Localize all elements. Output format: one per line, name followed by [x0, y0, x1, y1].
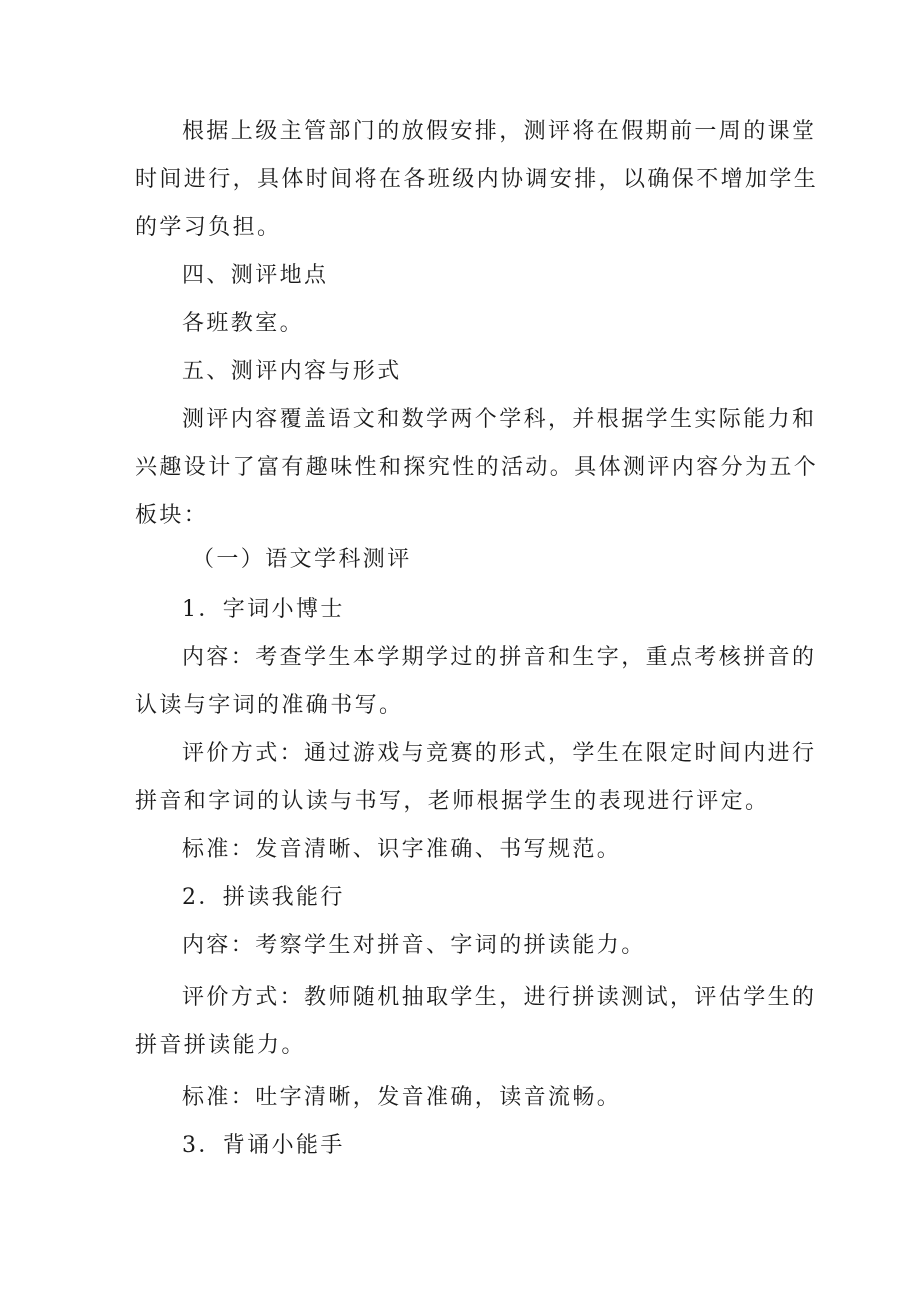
- section-heading-location: 四、测评地点: [182, 263, 329, 288]
- item-1-method-line-1: 评价方式：通过游戏与竞赛的形式，学生在限定时间内进行: [182, 741, 817, 766]
- item-2-method-line-1: 评价方式：教师随机抽取学生，进行拼读测试，评估学生的: [182, 985, 817, 1010]
- item-2-method-line-2: 拼音拼读能力。: [135, 1033, 306, 1058]
- subsection-heading-chinese: （一）语文学科测评: [192, 547, 412, 572]
- item-2-content: 内容：考察学生对拼音、字词的拼读能力。: [182, 933, 646, 958]
- item-1-content-line-2: 认读与字词的准确书写。: [135, 693, 404, 718]
- item-2-standard: 标准：吐字清晰，发音准确，读音流畅。: [182, 1085, 622, 1110]
- item-heading-2: 2．拼读我能行: [182, 885, 345, 910]
- paragraph-location: 各班教室。: [182, 311, 305, 336]
- paragraph-content-line-1: 测评内容覆盖语文和数学两个学科，并根据学生实际能力和: [182, 407, 817, 432]
- paragraph-schedule-line-1: 根据上级主管部门的放假安排，测评将在假期前一周的课堂: [182, 119, 817, 144]
- item-1-content-line-1: 内容：考查学生本学期学过的拼音和生字，重点考核拼音的: [182, 645, 817, 670]
- paragraph-schedule-line-2: 时间进行，具体时间将在各班级内协调安排，以确保不增加学生: [135, 167, 819, 192]
- paragraph-content-line-2: 兴趣设计了富有趣味性和探究性的活动。具体测评内容分为五个: [135, 455, 819, 480]
- item-1-method-line-2: 拼音和字词的认读与书写，老师根据学生的表现进行评定。: [135, 789, 770, 814]
- item-heading-1: 1．字词小博士: [182, 597, 345, 622]
- item-1-standard: 标准：发音清晰、识字准确、书写规范。: [182, 837, 622, 862]
- item-heading-3: 3．背诵小能手: [182, 1133, 345, 1158]
- section-heading-content-form: 五、测评内容与形式: [182, 359, 402, 384]
- paragraph-schedule-line-3: 的学习负担。: [135, 215, 282, 240]
- paragraph-content-line-3: 板块：: [135, 503, 209, 528]
